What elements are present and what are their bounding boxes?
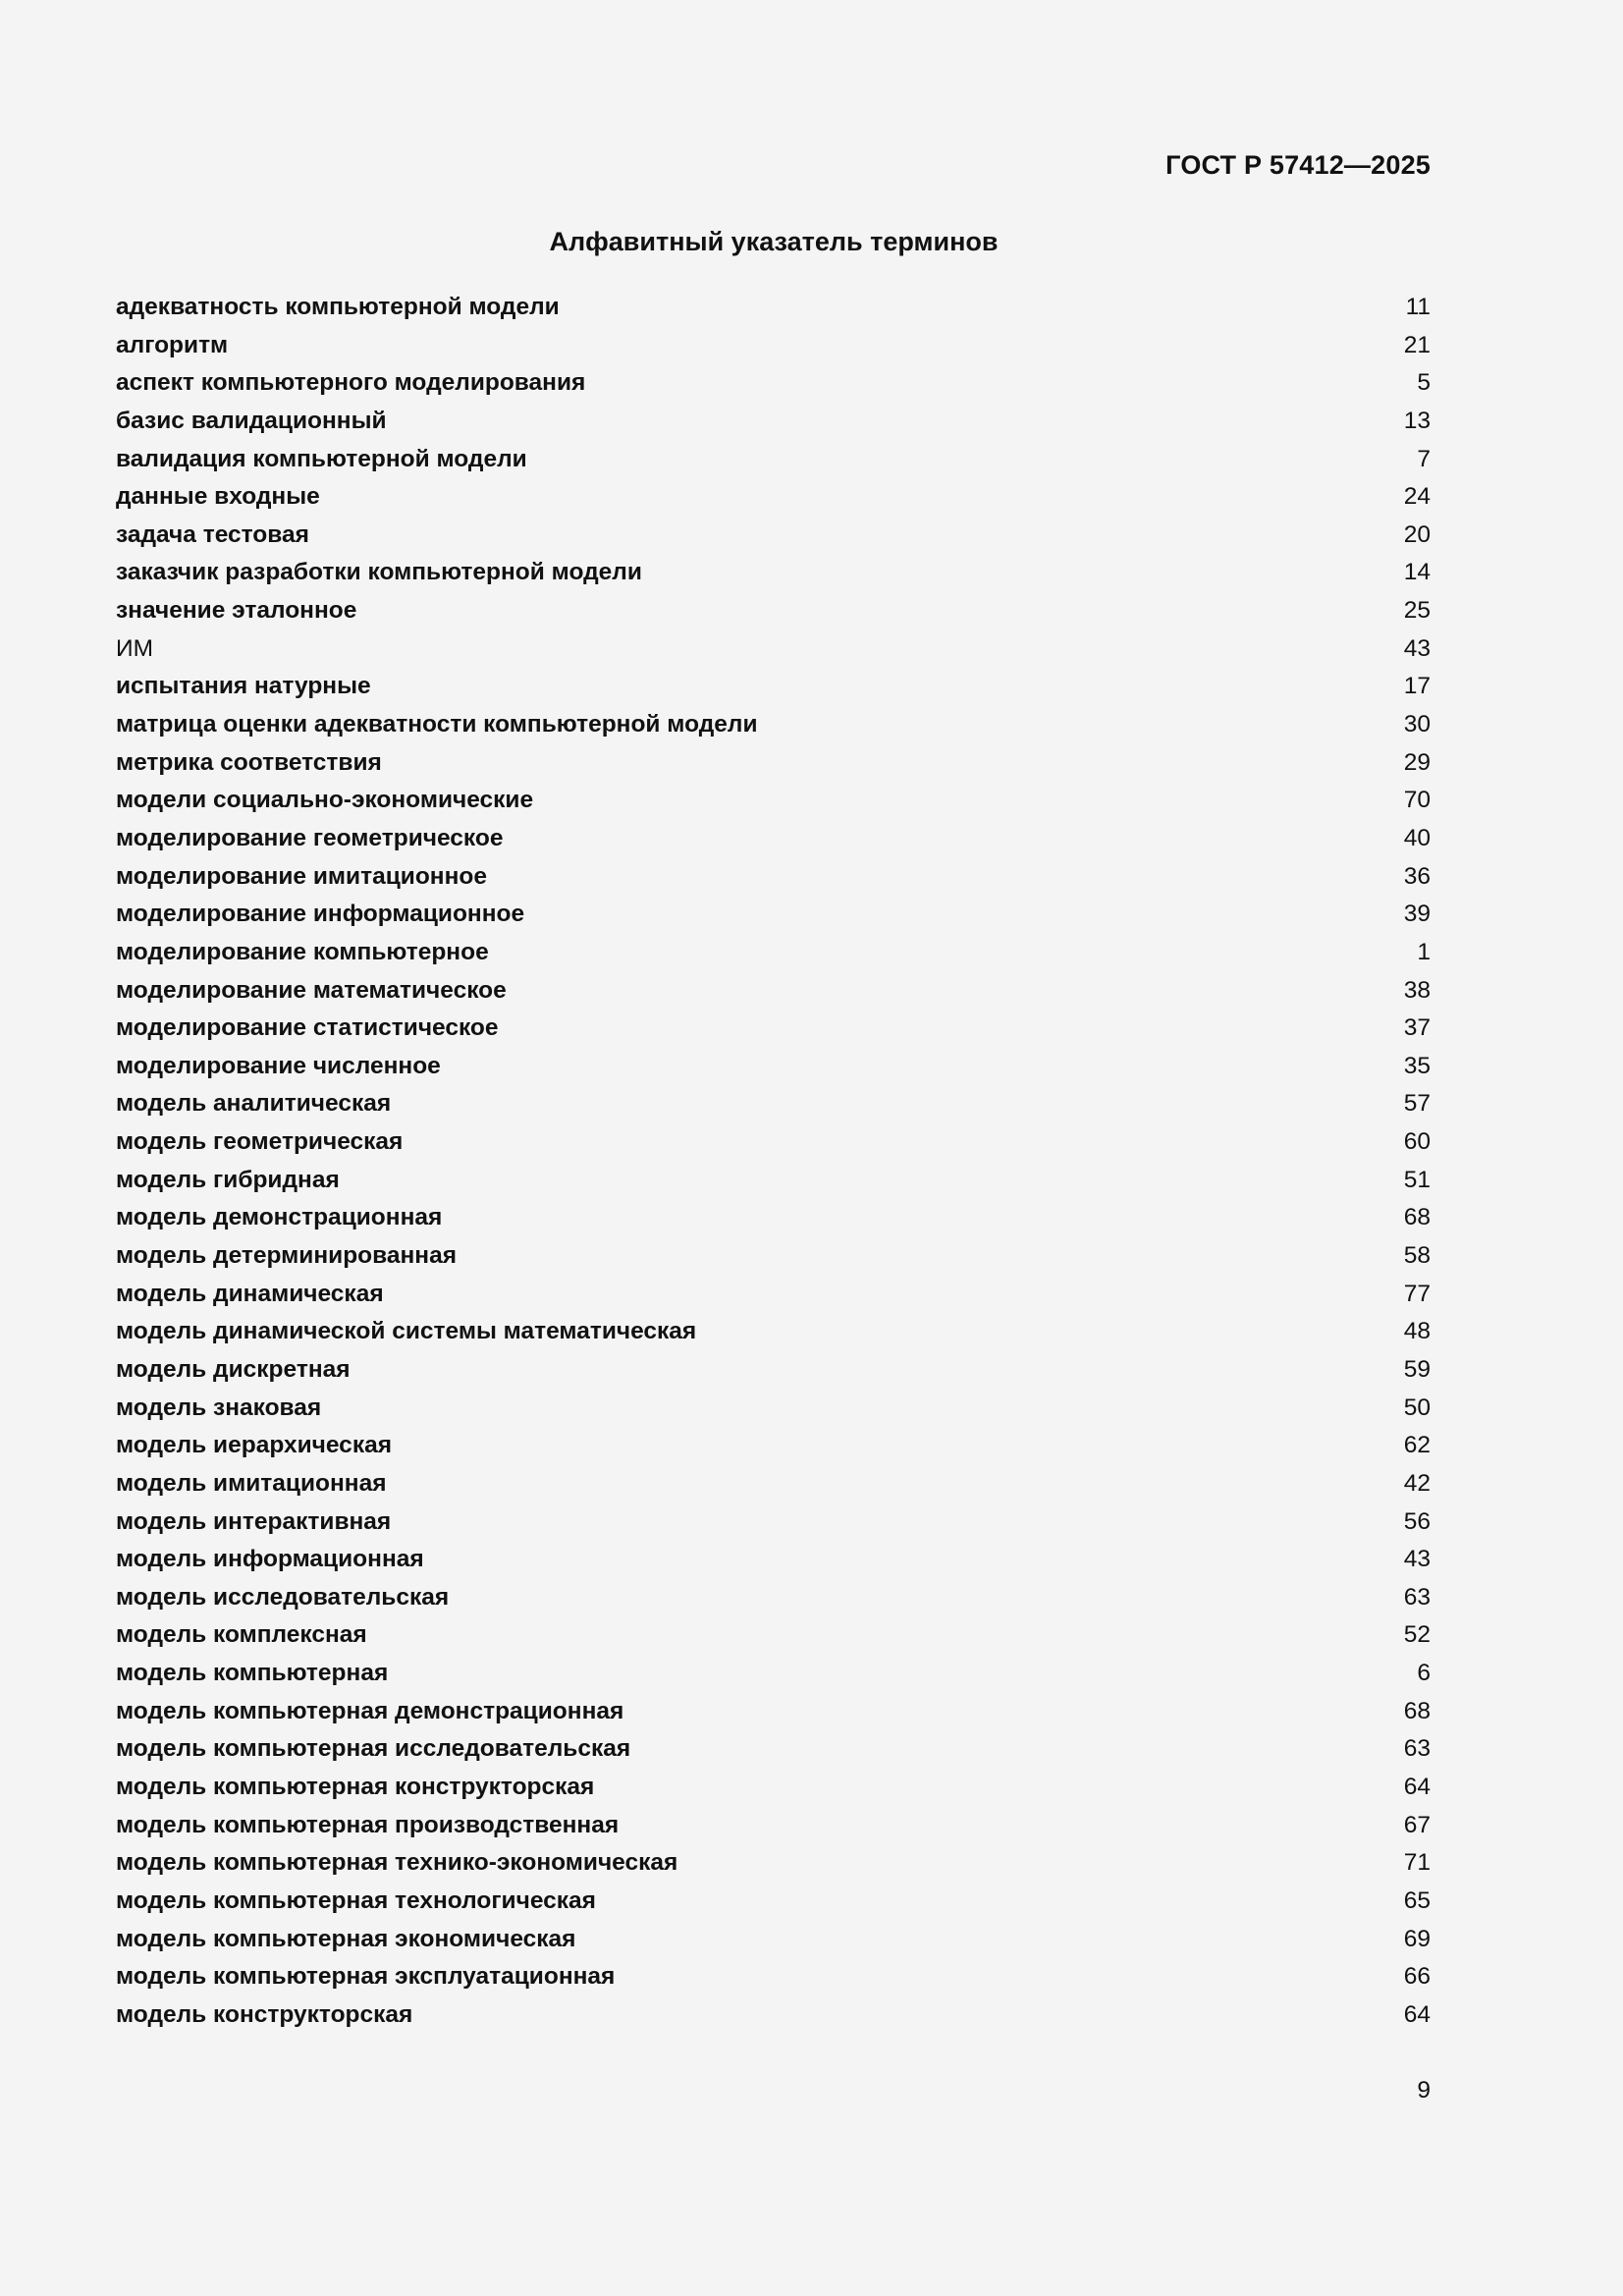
entry-page-number: 62 (1403, 1432, 1431, 1459)
index-entry (116, 782, 1431, 820)
entry-term: модель знаковая (116, 1394, 322, 1421)
index-entry (116, 1048, 1431, 1086)
entry-term: моделирование численное (116, 1052, 441, 1079)
entry-page-number: 43 (1403, 1546, 1431, 1573)
entry-page-number: 38 (1403, 976, 1431, 1004)
entry-page-number: 59 (1403, 1355, 1431, 1383)
entry-page-number: 71 (1403, 1849, 1431, 1877)
entry-page-number: 64 (1403, 2000, 1431, 2028)
index-entry (116, 820, 1431, 858)
entry-term: задача тестовая (116, 520, 309, 548)
index-title: Алфавитный указатель терминов (549, 227, 999, 256)
page-number: 9 (1417, 2077, 1431, 2104)
entry-page-number: 5 (1417, 369, 1431, 397)
index-entry (116, 1010, 1431, 1048)
entry-term: моделирование имитационное (116, 862, 487, 890)
entry-page-number: 52 (1403, 1621, 1431, 1649)
entry-page-number: 29 (1403, 748, 1431, 776)
entry-page-number: 13 (1403, 407, 1431, 434)
entry-page-number: 14 (1403, 559, 1431, 586)
entry-term: модель дискретная (116, 1355, 351, 1383)
entry-term: модель комплексная (116, 1621, 367, 1649)
entry-page-number: 39 (1403, 901, 1431, 928)
index-entry (116, 896, 1431, 934)
index-entry (116, 1162, 1431, 1200)
entry-term: базис валидационный (116, 407, 387, 434)
entry-term: модель демонстрационная (116, 1204, 443, 1231)
entry-term: испытания натурные (116, 673, 371, 700)
entry-page-number: 65 (1403, 1886, 1431, 1914)
index-entry (116, 364, 1431, 403)
entry-page-number: 64 (1403, 1773, 1431, 1800)
entry-term: моделирование геометрическое (116, 824, 504, 851)
entry-page-number: 24 (1403, 483, 1431, 511)
document-code: ГОСТ Р 57412—2025 (1165, 150, 1431, 180)
entry-page-number: 40 (1403, 824, 1431, 851)
index-entry (116, 1616, 1431, 1655)
index-entry (116, 1465, 1431, 1503)
entry-term: модель гибридная (116, 1166, 340, 1193)
entry-term: аспект компьютерного моделирования (116, 369, 586, 397)
entry-page-number: 11 (1405, 294, 1431, 320)
entry-term: модель компьютерная производственная (116, 1811, 620, 1838)
entry-page-number: 77 (1403, 1280, 1431, 1307)
entry-term: валидация компьютерной модели (116, 445, 527, 472)
index-entry (116, 1579, 1431, 1617)
index-entry (116, 517, 1431, 555)
index-entry (116, 1123, 1431, 1162)
index-entry (116, 1655, 1431, 1693)
entry-term: модель аналитическая (116, 1090, 392, 1118)
entry-page-number: 25 (1403, 597, 1431, 625)
index-entry (116, 1276, 1431, 1314)
index-entry (116, 1503, 1431, 1542)
entry-page-number: 51 (1403, 1166, 1431, 1193)
index-entry (116, 1199, 1431, 1237)
index-entry (116, 1541, 1431, 1579)
entry-term: модель динамической системы математическая (116, 1318, 697, 1345)
entry-term: моделирование информационное (116, 901, 525, 928)
entry-term: ИМ (116, 634, 154, 662)
entry-term: модели социально-экономические (116, 787, 534, 814)
entry-page-number: 17 (1403, 673, 1431, 700)
index-entry (116, 478, 1431, 517)
entry-term: модель компьютерная исследовательская (116, 1735, 631, 1763)
index-entry (116, 327, 1431, 365)
entry-page-number: 7 (1417, 445, 1431, 472)
entry-term: моделирование математическое (116, 976, 507, 1004)
entry-term: модель компьютерная эксплуатационная (116, 1963, 616, 1991)
entry-page-number: 69 (1403, 1925, 1431, 1952)
index-entry (116, 403, 1431, 441)
index-entry (116, 1237, 1431, 1276)
entry-page-number: 43 (1403, 634, 1431, 662)
index-entry (116, 1390, 1431, 1428)
entry-term: адекватность компьютерной модели (116, 294, 560, 320)
entry-term: модель компьютерная конструкторская (116, 1773, 595, 1800)
index-entry (116, 934, 1431, 972)
entry-page-number: 50 (1403, 1394, 1431, 1421)
entry-page-number: 67 (1403, 1811, 1431, 1838)
index-entry (116, 1351, 1431, 1390)
entry-page-number: 20 (1403, 520, 1431, 548)
entry-term: модель компьютерная технологическая (116, 1886, 596, 1914)
index-entry (116, 289, 1431, 327)
index-entry (116, 1769, 1431, 1807)
entry-page-number: 68 (1403, 1204, 1431, 1231)
index-entry (116, 1883, 1431, 1921)
index-entry (116, 1958, 1431, 1996)
entry-page-number: 56 (1403, 1507, 1431, 1535)
entry-page-number: 6 (1417, 1660, 1431, 1687)
entry-term: модель имитационная (116, 1469, 387, 1497)
index-entry (116, 1085, 1431, 1123)
entry-term: модель конструкторская (116, 2000, 413, 2028)
entry-page-number: 37 (1403, 1014, 1431, 1042)
entry-term: моделирование статистическое (116, 1014, 499, 1042)
entry-term: модель интерактивная (116, 1507, 392, 1535)
index-entry (116, 441, 1431, 479)
index-entry (116, 554, 1431, 592)
entry-term: заказчик разработки компьютерной модели (116, 559, 642, 586)
index-entry (116, 1427, 1431, 1465)
entry-term: данные входные (116, 483, 320, 511)
entry-page-number: 42 (1403, 1469, 1431, 1497)
entry-page-number: 30 (1403, 711, 1431, 738)
entry-term: модель иерархическая (116, 1432, 392, 1459)
index-entry (116, 858, 1431, 897)
index-entry (116, 1844, 1431, 1883)
entry-term: матрица оценки адекватности компьютерной модели (116, 711, 758, 738)
entry-page-number: 36 (1403, 862, 1431, 890)
entry-term: модель динамическая (116, 1280, 384, 1307)
entry-term: модель компьютерная экономическая (116, 1925, 576, 1952)
index-entry (116, 1996, 1431, 2035)
entry-page-number: 63 (1403, 1583, 1431, 1611)
entry-term: метрика соответствия (116, 748, 382, 776)
index-entry (116, 630, 1431, 669)
entry-page-number: 66 (1403, 1963, 1431, 1991)
entry-term: моделирование компьютерное (116, 938, 489, 965)
index-entry (116, 1807, 1431, 1845)
entry-page-number: 70 (1403, 787, 1431, 814)
index-entry (116, 668, 1431, 706)
entry-term: алгоритм (116, 331, 229, 358)
entry-page-number: 35 (1403, 1052, 1431, 1079)
entry-term: модель компьютерная технико-экономическая (116, 1849, 678, 1877)
entry-page-number: 21 (1403, 331, 1431, 358)
entry-term: модель информационная (116, 1546, 424, 1573)
entry-page-number: 68 (1403, 1697, 1431, 1724)
entry-term: модель компьютерная демонстрационная (116, 1697, 624, 1724)
entry-page-number: 63 (1403, 1735, 1431, 1763)
term-index-list (116, 289, 1431, 2034)
entry-page-number: 48 (1403, 1318, 1431, 1345)
index-entry (116, 1730, 1431, 1769)
index-entry (116, 744, 1431, 783)
entry-term: модель детерминированная (116, 1242, 458, 1270)
entry-page-number: 1 (1417, 938, 1431, 965)
entry-term: модель компьютерная (116, 1660, 389, 1687)
entry-term: значение эталонное (116, 597, 357, 625)
entry-page-number: 57 (1403, 1090, 1431, 1118)
index-entry (116, 706, 1431, 744)
entry-term: модель геометрическая (116, 1128, 404, 1156)
index-entry (116, 592, 1431, 630)
entry-page-number: 60 (1403, 1128, 1431, 1156)
index-entry (116, 1313, 1431, 1351)
index-entry (116, 972, 1431, 1011)
entry-term: модель исследовательская (116, 1583, 450, 1611)
index-entry (116, 1693, 1431, 1731)
entry-page-number: 58 (1403, 1242, 1431, 1270)
index-entry (116, 1921, 1431, 1959)
